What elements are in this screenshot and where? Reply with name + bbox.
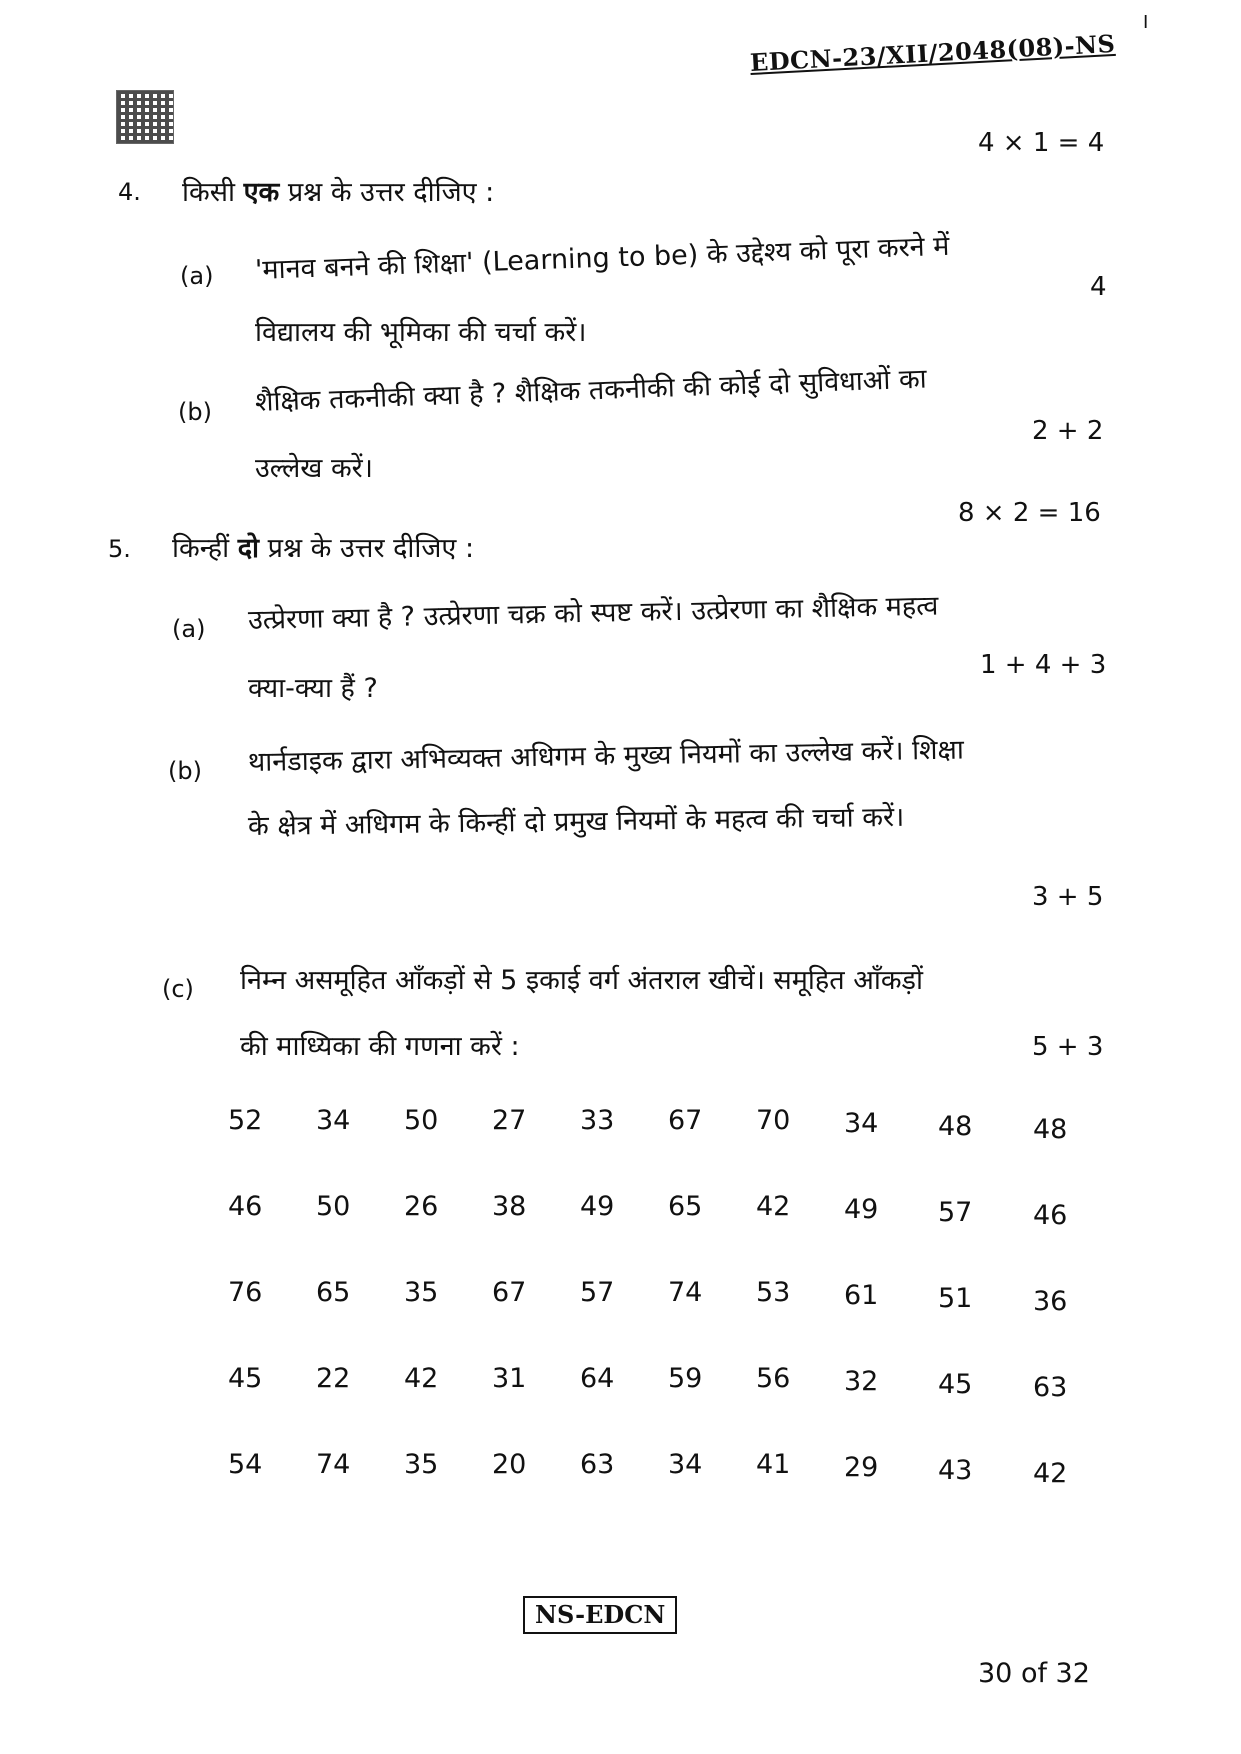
- data-cell: 50: [316, 1191, 351, 1222]
- q5c-label: (c): [162, 975, 194, 1003]
- data-cell: 27: [492, 1105, 527, 1136]
- data-cell: 57: [938, 1197, 973, 1228]
- data-row: [228, 1105, 1108, 1191]
- data-row: [228, 1277, 1108, 1363]
- data-cell: 67: [492, 1277, 527, 1308]
- q5b-marks: 3 + 5: [1032, 882, 1104, 912]
- q5b-label: (b): [168, 757, 202, 785]
- q4a-marks: 4: [1090, 272, 1107, 302]
- data-cell: 33: [580, 1105, 615, 1136]
- data-cell: 26: [404, 1191, 439, 1222]
- q4a-label: (a): [180, 262, 214, 290]
- data-cell: 45: [938, 1369, 973, 1400]
- data-cell: 32: [844, 1366, 879, 1397]
- corner-mark: I: [1143, 12, 1149, 33]
- data-cell: 46: [228, 1191, 263, 1222]
- q5c-marks: 5 + 3: [1032, 1032, 1104, 1062]
- data-cell: 45: [228, 1363, 263, 1394]
- data-cell: 63: [1033, 1372, 1068, 1403]
- data-cell: 42: [404, 1363, 439, 1394]
- data-cell: 67: [668, 1105, 703, 1136]
- q4-marks-total: 4 × 1 = 4: [978, 128, 1105, 158]
- q4-number: 4.: [118, 178, 141, 206]
- qr-code-icon: [116, 90, 174, 144]
- q4b-line2: उल्लेख करें।: [255, 453, 373, 484]
- data-cell: 65: [668, 1191, 703, 1222]
- data-cell: 34: [668, 1449, 703, 1480]
- q4b-line1: शैक्षिक तकनीकी क्या है ? शैक्षिक तकनीकी की कोई दो सुविधाओं का: [254, 363, 928, 418]
- q4a-line2: विद्यालय की भूमिका की चर्चा करें।: [255, 317, 587, 348]
- data-cell: 50: [404, 1105, 439, 1136]
- q5b-line2: के क्षेत्र में अधिगम के किन्हीं दो प्रमुख नियमों के महत्व की चर्चा करें।: [247, 801, 905, 842]
- q5c-line1: निम्न असमूहित आँकड़ों से 5 इकाई वर्ग अंतराल खीचें। समूहित आँकड़ों: [240, 965, 923, 996]
- data-cell: 31: [492, 1363, 527, 1394]
- data-cell: 41: [756, 1449, 791, 1480]
- data-cell: 36: [1033, 1286, 1068, 1317]
- data-cell: 49: [844, 1194, 879, 1225]
- q5a-line1: उत्प्रेरणा क्या है ? उत्प्रेरणा चक्र को स्पष्ट करें। उत्प्रेरणा का शैक्षिक महत्व: [247, 590, 939, 636]
- q4b-label: (b): [178, 398, 212, 426]
- data-cell: 56: [756, 1363, 791, 1394]
- data-cell: 34: [844, 1108, 879, 1139]
- data-cell: 42: [1033, 1458, 1068, 1489]
- data-cell: 74: [668, 1277, 703, 1308]
- data-cell: 38: [492, 1191, 527, 1222]
- data-cell: 48: [938, 1111, 973, 1142]
- q5-number: 5.: [108, 535, 131, 563]
- paper-code: EDCN-23/XII/2048(08)-NS: [749, 28, 1117, 77]
- data-cell: 53: [756, 1277, 791, 1308]
- q5-marks-total: 8 × 2 = 16: [958, 498, 1101, 528]
- q5a-line2: क्या-क्या हैं ?: [248, 673, 378, 704]
- data-cell: 57: [580, 1277, 615, 1308]
- q5a-label: (a): [172, 615, 206, 643]
- data-cell: 20: [492, 1449, 527, 1480]
- data-cell: 35: [404, 1449, 439, 1480]
- data-cell: 74: [316, 1449, 351, 1480]
- q4a-line1: 'मानव बनने की शिक्षा' (Learning to be) के उद्देश्य को पूरा करने में: [254, 230, 950, 286]
- data-cell: 43: [938, 1455, 973, 1486]
- q5b-line1: थार्नडाइक द्वारा अभिव्यक्त अधिगम के मुख्य नियमों का उल्लेख करें। शिक्षा: [247, 734, 965, 778]
- page-number: 30 of 32: [978, 1658, 1090, 1689]
- data-cell: 76: [228, 1277, 263, 1308]
- data-cell: 22: [316, 1363, 351, 1394]
- data-cell: 29: [844, 1452, 879, 1483]
- q5c-line2: की माध्यिका की गणना करें :: [240, 1031, 520, 1062]
- data-row: [228, 1363, 1108, 1449]
- data-cell: 49: [580, 1191, 615, 1222]
- data-cell: 65: [316, 1277, 351, 1308]
- data-cell: 59: [668, 1363, 703, 1394]
- data-cell: 35: [404, 1277, 439, 1308]
- data-cell: 46: [1033, 1200, 1068, 1231]
- data-cell: 70: [756, 1105, 791, 1136]
- data-cell: 63: [580, 1449, 615, 1480]
- q5-instruction: किन्हीं दो प्रश्न के उत्तर दीजिए :: [172, 533, 475, 564]
- data-row: [228, 1449, 1108, 1535]
- data-cell: 51: [938, 1283, 973, 1314]
- q5a-marks: 1 + 4 + 3: [980, 650, 1107, 680]
- data-cell: 48: [1033, 1114, 1068, 1145]
- data-cell: 54: [228, 1449, 263, 1480]
- data-cell: 61: [844, 1280, 879, 1311]
- data-cell: 34: [316, 1105, 351, 1136]
- q4b-marks: 2 + 2: [1032, 416, 1104, 446]
- data-row: [228, 1191, 1108, 1277]
- q4-instruction: किसी एक प्रश्न के उत्तर दीजिए :: [182, 177, 495, 208]
- series-code-box: NS-EDCN: [523, 1596, 677, 1634]
- data-cell: 64: [580, 1363, 615, 1394]
- data-cell: 52: [228, 1105, 263, 1136]
- data-cell: 42: [756, 1191, 791, 1222]
